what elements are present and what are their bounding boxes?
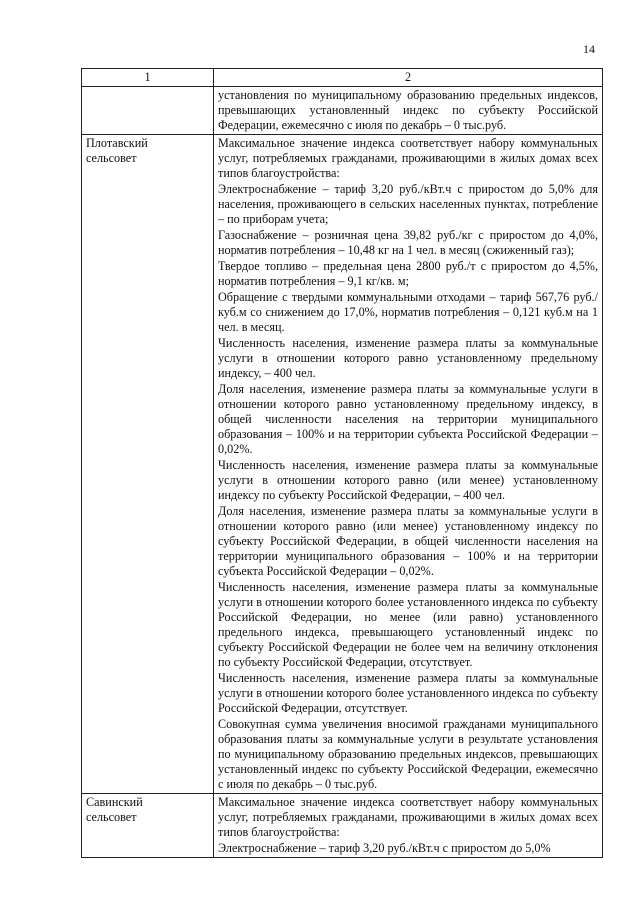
description-paragraph: Газоснабжение – розничная цена 39,82 руб./кг с приростом до 4,0%, норматив потребления – 10,48 кг на 1 чел. в месяц (сжиженный газ); [218,228,598,257]
data-table [81,68,603,858]
municipality-name-cell [82,794,214,858]
column-header-1: 1 [82,69,214,87]
description-paragraph: Численность населения, изменение размера платы за коммунальные услуги в отношении которого более установленного индекса по субъекту Российской Федерации, но менее (или равно) установленного предельного индекса, превышающего установленный индекс по субъекту Российской Федерации не более чем на величину отклонения по субъекту Российской Федерации, отсутствует. [218,580,598,669]
municipality-name-cell [82,87,214,135]
municipality-name-line: сельсовет [86,151,137,165]
table-body [82,87,603,858]
municipality-name-line: Савинский [86,795,143,809]
table-row [82,794,603,858]
description-paragraph: Максимальное значение индекса соответствует набору коммунальных услуг, потребляемых гражданами, проживающими в жилых домах всех типов благоустройства: [218,136,598,180]
municipality-name-line: сельсовет [86,810,137,824]
table-row [82,135,603,794]
municipality-name-line: Плотавский [86,136,148,150]
description-cell [214,794,603,858]
column-header-2: 2 [214,69,603,87]
table-row [82,87,603,135]
description-cell [214,135,603,794]
description-paragraph: Электроснабжение – тариф 3,20 руб./кВт.ч с приростом до 5,0% для населения, проживающего в сельских населенных пунктах, потребление – по приборам учета; [218,182,598,226]
description-cell [214,87,603,135]
page-number: 14 [583,42,595,56]
description-paragraph: Доля населения, изменение размера платы за коммунальные услуги в отношении которого равно (или менее) установленному индексу по субъекту Российской Федерации, в общей численности населения на территории муниципального образования – 100% и на территории субъекта Российской Федерации – 0,02%. [218,504,598,578]
table-header-row [82,69,603,87]
description-paragraph: Совокупная сумма увеличения вносимой гражданами муниципального образования платы за коммунальные услуги в результате установления по муниципальному образованию предельных индексов, превышающих установленный индекс по субъекту Российской Федерации, ежемесячно с июля по декабрь – 0 тыс.руб. [218,717,598,791]
description-paragraph: Численность населения, изменение размера платы за коммунальные услуги в отношении которого более установленного индекса по субъекту Российской Федерации, отсутствует. [218,671,598,715]
description-paragraph: Доля населения, изменение размера платы за коммунальные услуги в отношении которого равно установленному предельному индексу, в общей численности населения на территории муниципального образования – 100% и на территории субъекта Российской Федерации – 0,02%. [218,382,598,456]
municipality-name-cell [82,135,214,794]
description-paragraph: Численность населения, изменение размера платы за коммунальные услуги в отношении которого равно (или менее) установленному индексу по субъекту Российской Федерации, – 400 чел. [218,458,598,502]
description-paragraph: Обращение с твердыми коммунальными отходами – тариф 567,76 руб./куб.м со снижением до 17,0%, норматив потребления – 0,121 куб.м на 1 чел. в месяц. [218,290,598,334]
description-paragraph: Численность населения, изменение размера платы за коммунальные услуги в отношении которого равно установленному предельному индексу, – 400 чел. [218,336,598,380]
description-paragraph: установления по муниципальному образованию предельных индексов, превышающих установленный индекс по субъекту Российской Федерации, ежемесячно с июля по декабрь – 0 тыс.руб. [218,88,598,132]
description-paragraph: Электроснабжение – тариф 3,20 руб./кВт.ч с приростом до 5,0% [218,841,551,855]
description-paragraph: Твердое топливо – предельная цена 2800 руб./т с приростом до 4,5%, норматив потребления – 9,1 кг/кв. м; [218,259,598,288]
description-paragraph: Максимальное значение индекса соответствует набору коммунальных услуг, потребляемых гражданами, проживающими в жилых домах всех типов благоустройства: [218,795,598,839]
